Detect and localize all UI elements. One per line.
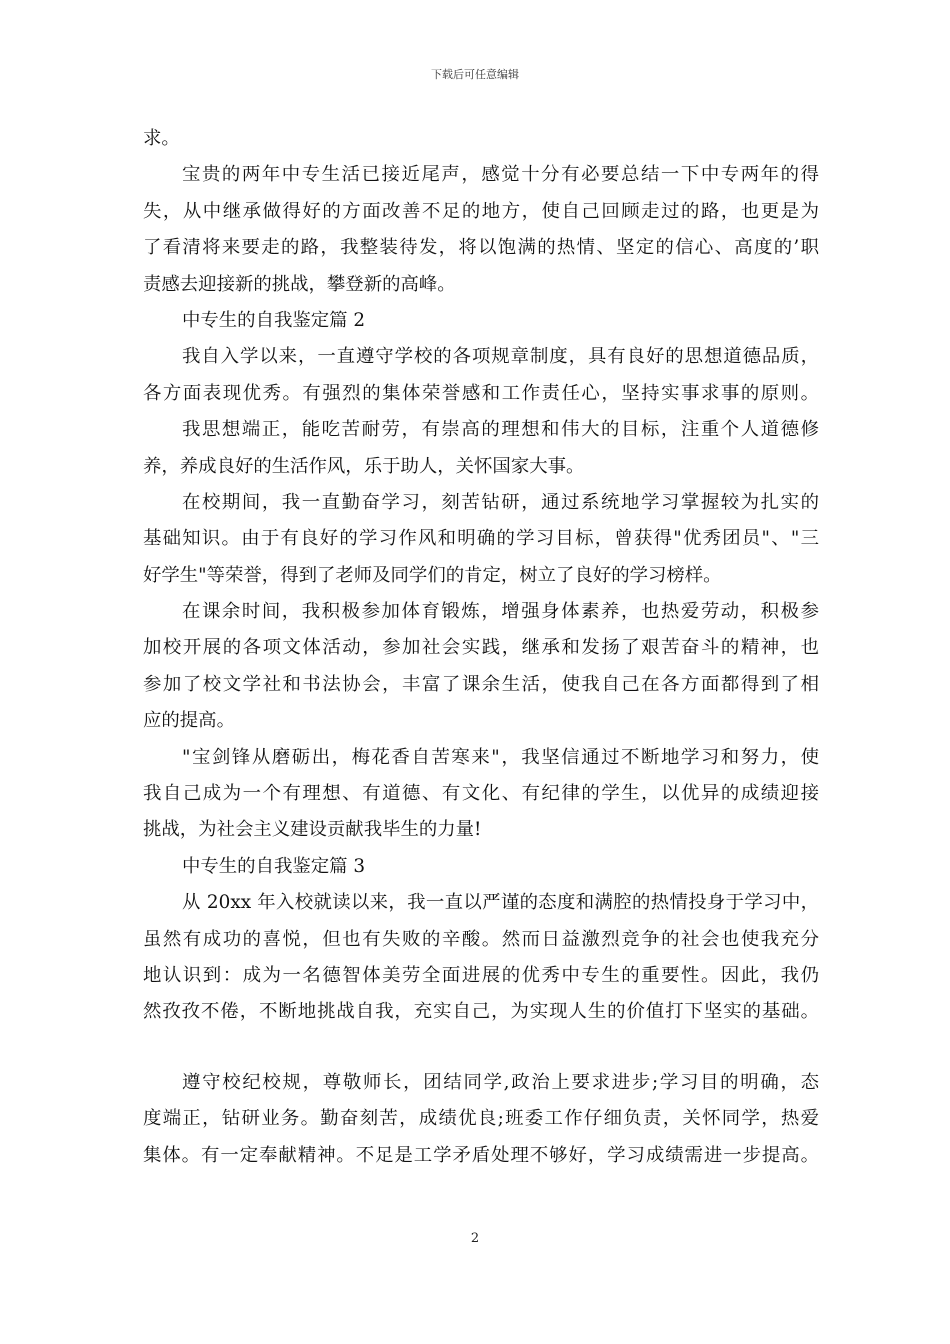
paragraph-line: 遵守校纪校规，尊敬师长，团结同学,政治上要求进步;学习目的明确，态 (182, 1071, 819, 1093)
paragraph-line: 在课余时间，我积极参加体育锻炼，增强身体素养，也热爱劳动，积极参 (182, 601, 819, 623)
paragraph-line: 从 20xx 年入校就读以来，我一直以严谨的态度和满腔的热情投身于学习中， (182, 892, 819, 914)
body-line: 度端正，钻研业务。勤奋刻苦，成绩优良;班委工作仔细负责，关怀同学，热爱 (143, 1108, 819, 1130)
page-header: 下载后可任意编辑 (431, 68, 519, 81)
body-line: 应的提高。 (143, 710, 235, 732)
paragraph-line: 我自入学以来，一直遵守学校的各项规章制度，具有良好的思想道德品质， (182, 346, 819, 368)
body-line: 我自己成为一个有理想、有道德、有文化、有纪律的学生，以优异的成绩迎接 (143, 783, 819, 805)
body-line: 好学生"等荣誉，得到了老师及同学们的肯定，树立了良好的学习榜样。 (143, 564, 722, 586)
body-line: 地认识到：成为一名德智体美劳全面进展的优秀中专生的重要性。因此，我仍 (143, 964, 819, 986)
document-body (143, 121, 819, 1174)
body-line: 加校开展的各项文体活动，参加社会实践，继承和发扬了艰苦奋斗的精神，也 (143, 637, 819, 659)
paragraph-line: 宝贵的两年中专生活已接近尾声，感觉十分有必要总结一下中专两年的得 (182, 164, 819, 186)
body-line: 集体。有一定奉献精神。不足是工学矛盾处理不够好，学习成绩需进一步提高。 (143, 1144, 819, 1166)
body-line: 基础知识。由于有良好的学习作风和明确的学习目标，曾获得"优秀团员"、"三 (143, 528, 819, 550)
paragraph-spacer (143, 1031, 819, 1065)
body-line: 各方面表现优秀。有强烈的集体荣誉感和工作责任心，坚持实事求事的原则。 (143, 382, 819, 404)
paragraph-line: 在校期间，我一直勤奋学习，刻苦钻研，通过系统地学习掌握较为扎实的 (182, 491, 819, 513)
body-line: 养，养成良好的生活作风，乐于助人，关怀国家大事。 (143, 455, 585, 477)
body-line: 责感去迎接新的挑战，攀登新的高峰。 (143, 273, 456, 295)
page-number: 2 (470, 1231, 480, 1246)
body-line: 挑战，为社会主义建设贡献我毕生的力量! (143, 819, 482, 841)
paragraph-line: 我思想端正，能吃苦耐劳，有崇高的理想和伟大的目标，注重个人道德修 (182, 419, 819, 441)
body-line: 参加了校文学社和书法协会，丰富了课余生活，使我自己在各方面都得到了相 (143, 673, 819, 695)
section-heading: 中专生的自我鉴定篇 3 (182, 855, 366, 877)
body-line: 失，从中继承做得好的方面改善不足的地方，使自己回顾走过的路，也更是为 (143, 200, 819, 222)
body-line: 虽然有成功的喜悦，但也有失败的辛酸。然而日益激烈竞争的社会也使我充分 (143, 928, 819, 950)
section-heading: 中专生的自我鉴定篇 2 (182, 309, 366, 331)
body-line: 然孜孜不倦，不断地挑战自我，充实自己，为实现人生的价值打下坚实的基础。 (143, 1001, 819, 1023)
body-line: 了看清将来要走的路，我整装待发，将以饱满的热情、坚定的信心、高度的’职 (143, 237, 819, 259)
paragraph-line: "宝剑锋从磨砺出，梅花香自苦寒来"，我坚信通过不断地学习和努力，使 (182, 746, 819, 768)
body-line: 求。 (143, 128, 180, 149)
